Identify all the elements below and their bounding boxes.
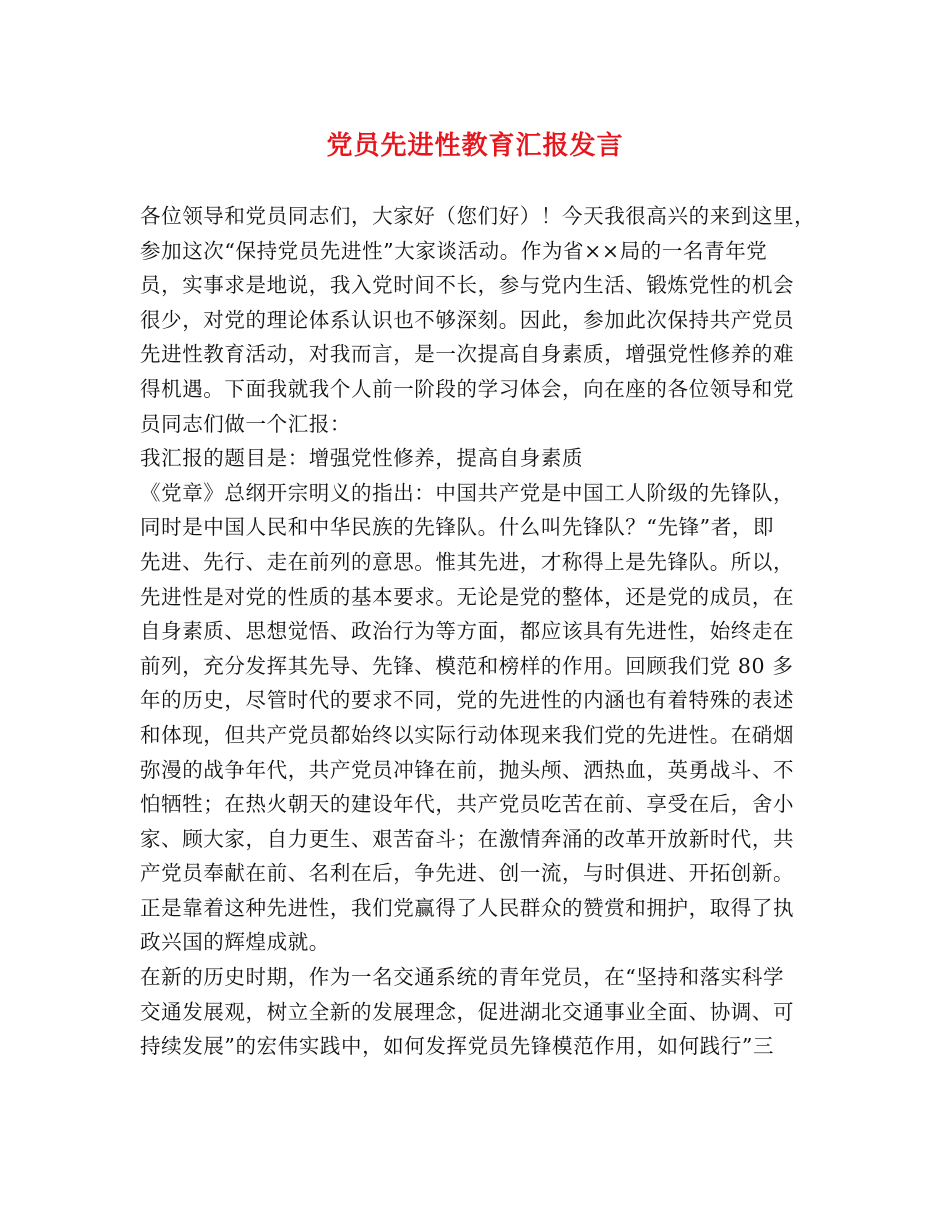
text-line: 前列，充分发挥其先导、先锋、模范和榜样的作用。回顾我们党 80 多: [140, 653, 794, 678]
text-line: 参加这次“保持党员先进性”大家谈活动。作为省××局的一名青年党: [140, 238, 768, 263]
document-title: 党员先进性教育汇报发言: [326, 131, 624, 161]
text-line: 政兴国的辉煌成就。: [140, 930, 330, 955]
text-line: 怕牺牲；在热火朝天的建设年代，共产党员吃苦在前、享受在后，舍小: [140, 792, 795, 817]
text-line: 和体现，但共产党员都始终以实际行动体现来我们党的先进性。在硝烟: [140, 722, 795, 747]
text-line: 我汇报的题目是：增强党性修养，提高自身素质: [140, 446, 584, 471]
text-line: 得机遇。下面我就我个人前一阶段的学习体会，向在座的各位领导和党: [140, 376, 795, 401]
text-line: 自身素质、思想觉悟、政治行为等方面，都应该具有先进性，始终走在: [140, 619, 795, 644]
text-line: 各位领导和党员同志们，大家好（您们好）！今天我很高兴的来到这里，: [140, 204, 816, 228]
text-line: 先进、先行、走在前列的意思。惟其先进，才称得上是先锋队。所以，: [140, 549, 795, 574]
text-line: 家、顾大家，自力更生、艰苦奋斗；在激情奔涌的改革开放新时代，共: [140, 826, 795, 851]
text-line: 员，实事求是地说，我入党时间不长，参与党内生活、锻炼党性的机会: [140, 273, 795, 298]
text-line: 交通发展观，树立全新的发展理念，促进湖北交通事业全面、协调、可: [140, 999, 795, 1024]
document-body: [140, 199, 820, 1064]
text-line: 《党章》总纲开宗明义的指出：中国共产党是中国工人阶级的先锋队，: [140, 480, 795, 505]
text-line: 员同志们做一个汇报：: [140, 411, 351, 436]
text-line: 年的历史，尽管时代的要求不同，党的先进性的内涵也有着特殊的表述: [140, 688, 795, 713]
text-line: 很少，对党的理论体系认识也不够深刻。因此，参加此次保持共产党员: [140, 307, 795, 332]
text-line: 产党员奉献在前、名利在后，争先进、创一流，与时俱进、开拓创新。: [140, 861, 795, 886]
text-line: 同时是中国人民和中华民族的先锋队。什么叫先锋队？“先锋”者，即: [140, 515, 775, 540]
text-line: 先进性教育活动，对我而言，是一次提高自身素质，增强党性修养的难: [140, 342, 795, 367]
text-line: 持续发展”的宏伟实践中，如何发挥党员先锋模范作用，如何践行”三: [140, 1034, 775, 1059]
text-line: 弥漫的战争年代，共产党员冲锋在前，抛头颅、洒热血，英勇战斗、不: [140, 757, 795, 782]
text-line: 正是靠着这种先进性，我们党赢得了人民群众的赞赏和拥护，取得了执: [140, 895, 795, 920]
text-line: 先进性是对党的性质的基本要求。无论是党的整体，还是党的成员，在: [140, 584, 795, 609]
text-line: 在新的历史时期，作为一名交通系统的青年党员，在“坚持和落实科学: [140, 965, 785, 990]
